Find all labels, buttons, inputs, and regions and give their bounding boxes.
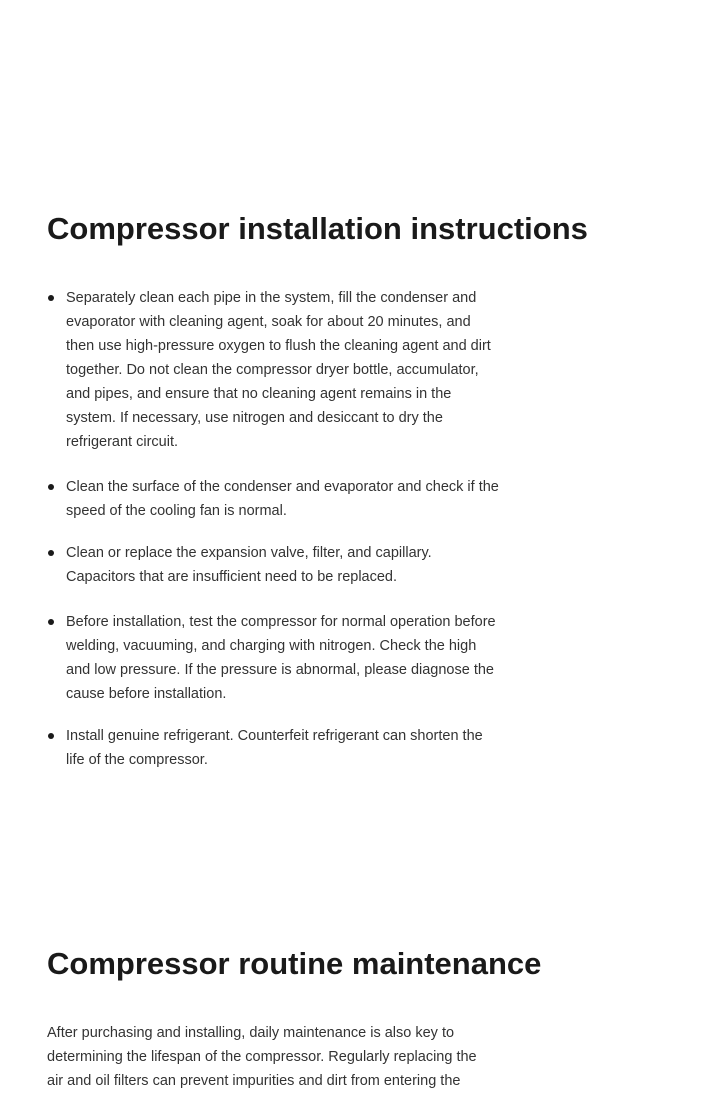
list-item: Install genuine refrigerant. Counterfeit refrigerant can shorten the life of the compressor.: [47, 724, 499, 772]
installation-heading: Compressor installation instructions: [47, 211, 588, 246]
list-item: Clean or replace the expansion valve, filter, and capillary. Capacitors that are insufficient need to be replaced.: [47, 541, 499, 589]
maintenance-paragraph: After purchasing and installing, daily maintenance is also key to determining the lifespan of the compressor. Regularly replacing the air and oil filters can prevent impurities and dirt from entering the: [47, 1025, 477, 1089]
list-item: Separately clean each pipe in the system, fill the condenser and evaporator with cleaning agent, soak for about 20 minutes, and then use high-pressure oxygen to flush the cleaning agent and dirt together. Do not clean the compressor dryer bottle, accumulator, and pipes, and ensure that no cleaning agent remains in the system. If necessary, use nitrogen and desiccant to dry the refrigerant circuit.: [47, 286, 499, 454]
list-item: Clean the surface of the condenser and evaporator and check if the speed of the cooling fan is normal.: [47, 475, 499, 523]
maintenance-heading: Compressor routine maintenance: [47, 946, 542, 981]
list-item: Before installation, test the compressor for normal operation before welding, vacuuming, and charging with nitrogen. Check the high and low pressure. If the pressure is abnormal, please diagnose the cause before installation.: [47, 610, 499, 706]
installation-section: [47, 209, 588, 768]
installation-list: [47, 286, 499, 772]
maintenance-section: [47, 944, 542, 1089]
